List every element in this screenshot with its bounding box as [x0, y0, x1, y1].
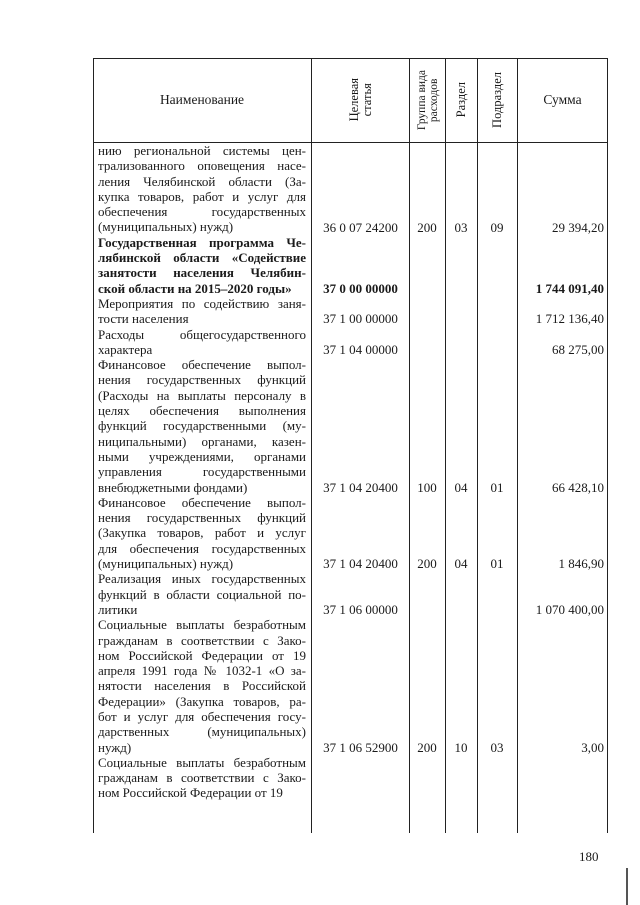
- row-name-line: Мероприятия по содействию заня-: [98, 295, 306, 311]
- row-name-line: управления государственными: [98, 464, 306, 480]
- summa-cell: 68 275,00: [552, 341, 604, 357]
- celevaya-statya-cell: 37 1 04 00000: [323, 341, 398, 357]
- col-border: [311, 58, 312, 833]
- razdel-cell: 04: [454, 479, 468, 495]
- table-row: [98, 617, 306, 755]
- summa-cell: 3,00: [581, 739, 604, 755]
- row-name-line: нения государственных функций: [98, 510, 306, 526]
- row-name-line: занятости населения Челябин-: [98, 265, 306, 281]
- row-name-line: дарственных (муниципальных): [98, 724, 306, 740]
- row-name-line: бот и услуг для обеспечения госу-: [98, 708, 306, 724]
- col-border: [477, 58, 478, 833]
- table-row: [98, 235, 306, 296]
- budget-table: [93, 58, 608, 833]
- col-border: [409, 58, 410, 833]
- table-row: [98, 327, 306, 358]
- row-name-line: функций государственными (му-: [98, 418, 306, 434]
- row-name-line: нятости населения в Российской: [98, 678, 306, 694]
- celevaya-statya-cell: 37 1 06 00000: [323, 602, 398, 617]
- row-name-line: нужд): [98, 739, 132, 755]
- row-name-line: гражданам в соответствии с Зако-: [98, 770, 306, 786]
- row-name-line: литики: [98, 601, 138, 617]
- row-name-line: Финансовое обеспечение выпол-: [98, 357, 306, 373]
- podrazdel-cell: 03: [490, 739, 504, 755]
- row-name-line: Государственная программа Че-: [98, 234, 306, 250]
- gruppa-cell: 200: [417, 556, 437, 572]
- podrazdel-cell: 09: [490, 219, 504, 235]
- row-name-line: ном Российской Федерации от 19: [98, 647, 306, 663]
- row-name-line: характера: [98, 341, 153, 357]
- table-row: [98, 357, 306, 495]
- table-row: [98, 296, 306, 327]
- row-name-line: внебюджетными фондами): [98, 479, 248, 495]
- row-name-line: (муниципальных) нужд): [98, 219, 234, 235]
- row-name-line: ской области на 2015–2020 годы»: [98, 280, 292, 296]
- table-row: [98, 495, 306, 571]
- row-name-line: нию региональной системы цен-: [98, 143, 306, 158]
- row-name-line: гражданам в соответствии с Зако-: [98, 632, 306, 648]
- row-name-line: лябинской области «Содействие: [98, 250, 306, 266]
- summa-cell: 1 846,90: [558, 556, 604, 572]
- scan-edge-mark: [626, 868, 628, 905]
- col-border: [607, 58, 608, 833]
- row-name-line: апреля 1991 года № 1032-1 «О за-: [98, 663, 306, 679]
- row-name-line: Расходы общегосударственного: [98, 326, 306, 342]
- razdel-cell: 04: [454, 556, 468, 572]
- row-name-line: нения государственных функций: [98, 372, 306, 388]
- table-row: [98, 755, 306, 801]
- header-celevaya: Целевая статья: [346, 78, 374, 122]
- row-name-line: ления Челябинской области (За-: [98, 173, 306, 189]
- podrazdel-cell: 01: [490, 479, 504, 495]
- col-border: [517, 58, 518, 833]
- row-name-line: Социальные выплаты безработным: [98, 617, 306, 633]
- page-number: 180: [579, 849, 599, 864]
- row-name-line: Реализация иных государственных: [98, 571, 306, 587]
- row-name-line: целях обеспечения выполнения: [98, 403, 306, 419]
- row-name-line: (Расходы на выплаты персоналу в: [98, 387, 306, 403]
- table-row: [98, 143, 306, 235]
- gruppa-cell: 200: [417, 219, 437, 235]
- row-name-line: ниципальными) органами, казен-: [98, 433, 306, 449]
- row-name-line: ными учреждениями, органами: [98, 448, 306, 464]
- row-name-line: для обеспечения государственных: [98, 540, 306, 556]
- col-border: [93, 58, 94, 833]
- gruppa-cell: 100: [417, 479, 437, 495]
- celevaya-statya-cell: 37 1 00 00000: [323, 311, 398, 327]
- row-name-line: (Закупка товаров, работ и услуг: [98, 525, 306, 541]
- celevaya-statya-cell: 37 1 06 52900: [323, 739, 398, 755]
- row-name-line: ном Российской Федерации от 19: [98, 785, 283, 801]
- razdel-cell: 03: [454, 219, 468, 235]
- row-name-line: Финансовое обеспечение выпол-: [98, 494, 306, 510]
- header-razdel: Раздел: [454, 82, 468, 118]
- name-column: [98, 143, 306, 801]
- row-name-line: тости населения: [98, 311, 189, 327]
- summa-cell: 1 712 136,40: [535, 311, 604, 327]
- summa-cell: 1 070 400,00: [535, 602, 604, 617]
- row-name-line: трализованного оповещения насе-: [98, 158, 306, 174]
- table-row: [98, 571, 306, 617]
- col-border: [445, 58, 446, 833]
- celevaya-statya-cell: 37 1 04 20400: [323, 479, 398, 495]
- celevaya-statya-cell: 37 1 04 20400: [323, 556, 398, 572]
- row-name-line: Социальные выплаты безработным: [98, 754, 306, 770]
- summa-cell: 1 744 091,40: [535, 280, 604, 296]
- header-name: Наименование: [159, 92, 245, 107]
- podrazdel-cell: 01: [490, 556, 504, 572]
- row-name-line: купка товаров, работ и услуг для: [98, 188, 306, 204]
- header-summa: Сумма: [543, 92, 582, 107]
- row-name-line: (муниципальных) нужд): [98, 556, 234, 572]
- header-podrazdel: Подраздел: [490, 72, 504, 128]
- celevaya-statya-cell: 37 0 00 00000: [323, 280, 398, 296]
- celevaya-statya-cell: 36 0 07 24200: [323, 219, 398, 235]
- razdel-cell: 10: [454, 739, 468, 755]
- summa-cell: 29 394,20: [552, 219, 604, 235]
- row-name-line: Федерации» (Закупка товаров, ра-: [98, 693, 306, 709]
- gruppa-cell: 200: [417, 739, 437, 755]
- row-name-line: обеспечения государственных: [98, 204, 306, 220]
- header-gruppa: Группа вида расходов: [415, 69, 440, 131]
- summa-cell: 66 428,10: [552, 479, 604, 495]
- row-name-line: функций в области социальной по-: [98, 586, 306, 602]
